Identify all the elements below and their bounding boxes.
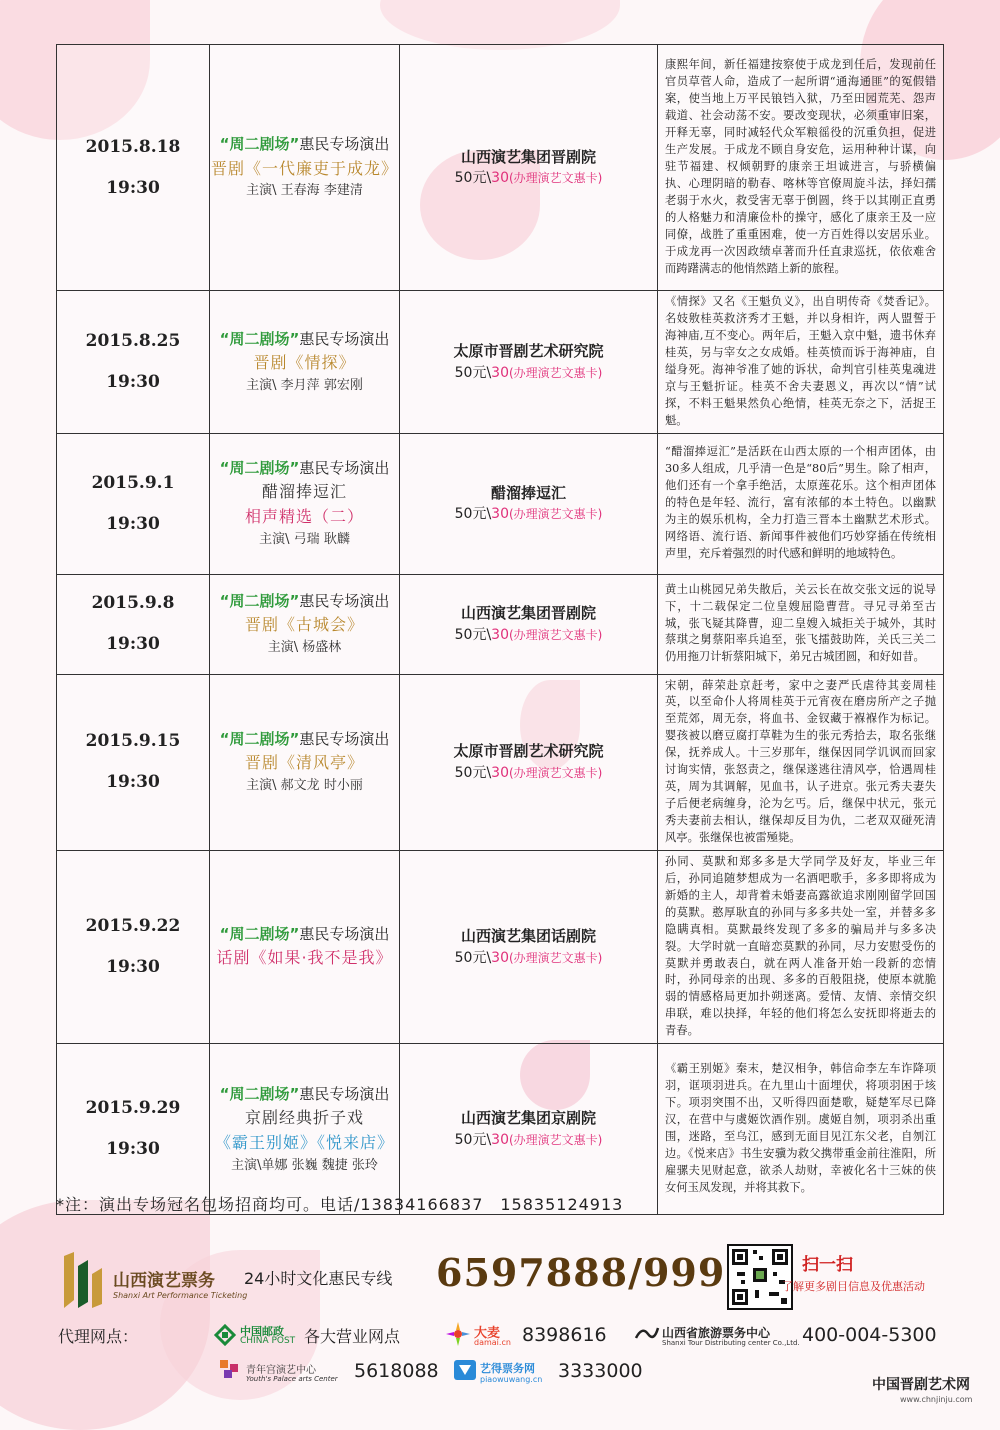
yide-url: piaowuwang.cn bbox=[480, 1375, 543, 1384]
venue-cell bbox=[400, 850, 658, 1043]
hotline-label: 24小时文化惠民专线 bbox=[244, 1269, 393, 1288]
brand-label: “周二剧场” bbox=[219, 925, 300, 943]
price-full: 50元\ bbox=[454, 626, 492, 643]
date-cell bbox=[57, 850, 210, 1043]
price-info bbox=[401, 948, 656, 969]
date-cell bbox=[57, 291, 210, 434]
brand-label: “周二剧场” bbox=[219, 591, 300, 610]
table-row bbox=[57, 674, 944, 850]
venue-name: 醋溜捧逗汇 bbox=[490, 483, 566, 502]
brand-label: “周二剧场” bbox=[219, 329, 300, 348]
damai-number: 8398616 bbox=[522, 1324, 607, 1346]
price-info bbox=[401, 363, 656, 384]
show-date: 2015.9.22 bbox=[85, 916, 181, 937]
scan-subtitle: 了解更多剧目信息及优惠活动 bbox=[782, 1280, 925, 1293]
footer bbox=[0, 1230, 1000, 1409]
show-time: 19:30 bbox=[106, 177, 160, 198]
cast-list: 主演\ 弓瑞 耿麟 bbox=[259, 531, 350, 547]
price-discount: 30 bbox=[491, 764, 509, 781]
price-full: 50元\ bbox=[454, 506, 492, 523]
price-full: 50元\ bbox=[454, 949, 492, 966]
table-row bbox=[57, 1044, 944, 1215]
show-title: 话剧《如果·我不是我》 bbox=[216, 948, 393, 968]
price-note: (办理演艺文惠卡) bbox=[508, 765, 603, 780]
show-date: 2015.9.29 bbox=[85, 1098, 181, 1119]
show-tag: 惠民专场演出 bbox=[299, 591, 390, 610]
date-cell bbox=[57, 45, 210, 291]
price-info bbox=[401, 1130, 656, 1151]
youth-center-name: 青年宫演艺中心 bbox=[246, 1365, 316, 1376]
venue-name: 太原市晋剧艺术研究院 bbox=[453, 742, 604, 761]
show-subtitle: 相声精选（二） bbox=[244, 507, 364, 527]
scan-label: 扫一扫 bbox=[802, 1255, 853, 1275]
price-discount: 30 bbox=[491, 626, 509, 643]
date-cell bbox=[57, 574, 210, 674]
china-post-en: CHINA POST bbox=[240, 1336, 296, 1346]
venue-name: 太原市晋剧艺术研究院 bbox=[453, 342, 604, 360]
show-title: 京剧经典折子戏 bbox=[244, 1107, 364, 1127]
watermark: 中国晋剧艺术网 bbox=[872, 1377, 970, 1393]
show-date: 2015.8.25 bbox=[85, 330, 181, 351]
synopsis-cell: “醋溜捧逗汇”是活跃在山西太原的一个相声团体，由30多人组成，几乎清一色是“80后”男生。除了相声，他们还有一个拿手绝活，太原莲花乐。这个相声团体的特色是年轻、流行，富有浓郁的本土特色。以幽默为主的娱乐机构，全力打造三晋本土幽默艺术形式。网络语、流行语、新闻事件被他们巧妙穿插在传统相声里，充斥着强烈的时代感和鲜明的地域特色。 bbox=[658, 433, 944, 574]
price-note: (办理演艺文惠卡) bbox=[508, 171, 603, 186]
venue-name: 山西演艺集团晋剧院 bbox=[460, 604, 596, 623]
show-tag: 惠民专场演出 bbox=[299, 730, 390, 749]
venue-cell bbox=[400, 45, 658, 291]
show-tag: 惠民专场演出 bbox=[299, 1084, 390, 1103]
show-tag: 惠民专场演出 bbox=[299, 925, 390, 943]
program-cell bbox=[210, 674, 400, 850]
venue-cell bbox=[400, 291, 658, 434]
price-full: 50元\ bbox=[454, 764, 492, 781]
tour-center-icon bbox=[634, 1324, 660, 1342]
tour-center-name: 山西省旅游票务中心 bbox=[662, 1326, 771, 1340]
program-cell bbox=[210, 433, 400, 574]
synopsis-cell: 宋朝，薛荣赴京赶考，家中之妻严氏虐待其妾周桂英，以至命仆人将周桂英于元宵夜在磨房所产之子抛至荒郊，周无奈，将血书、金钗藏于褓褓作为标记。婴孩被以磨豆腐打草鞋为生的张元秀拾去，取名张继保，抚养成人。十三岁那年，继保因同学讥讽而回家讨询实情，张怒责之，继保遂逃往清风亭，恰遇周桂英，周为其调解，见血书，认子进京。张元秀夫妻失子后便老病缠身，沦为乞丐。后，继保中状元，张元秀夫妻前去相认，继保却反目为仇，二老双双碰死清风亭。张继保也被雷殛毙。 bbox=[658, 674, 944, 850]
yide-name: 艺得票务网 bbox=[480, 1362, 535, 1375]
show-title: 晋剧《情探》 bbox=[253, 352, 356, 372]
date-cell bbox=[57, 674, 210, 850]
price-discount: 30 bbox=[491, 949, 509, 966]
brand-label: “周二剧场” bbox=[219, 1084, 300, 1103]
venue-name: 山西演艺集团晋剧院 bbox=[460, 147, 596, 166]
table-row bbox=[57, 574, 944, 674]
price-info bbox=[401, 625, 656, 646]
agent-label: 代理网点： bbox=[58, 1327, 139, 1346]
price-note: (办理演艺文惠卡) bbox=[508, 365, 603, 380]
venue-cell bbox=[400, 433, 658, 574]
damai-icon bbox=[446, 1322, 470, 1346]
price-info bbox=[401, 504, 656, 525]
price-discount: 30 bbox=[491, 506, 509, 523]
logo-icon bbox=[62, 1252, 102, 1308]
show-time: 19:30 bbox=[106, 772, 160, 793]
price-note: (办理演艺文惠卡) bbox=[508, 1132, 603, 1147]
synopsis-cell: 康熙年间，新任福建按察使于成龙到任后，发现前任官员草菅人命，造成了一起所谓“通海通匪”的冤假错案，使当地上万平民锒铛入狱，乃至田园荒芜、怨声载道、社会动荡不安。要改变现状，必须重审旧案，开释无辜，同时减轻代众军粮徭役的沉重负担，促进生产发展。于成龙不顾自身安危，运用种种计谋，向驻节福建、权倾朝野的康亲王坦诚进言，与骄横偏执、心理阴暗的勒春、喀林等官僚周旋斗法，择妇孺老弱于水火，救受害无辜于倒圆，终于以其刚正直勇的人格魅力和清廉俭朴的操守，感化了康亲王及一应同僚，战胜了重重困难，使一方百姓得以安居乐业。于成龙再一次因政绩卓著而升任直隶巡抚，依依难舍而踌躇满志的他悄然踏上新的旅程。 bbox=[658, 45, 944, 291]
price-info bbox=[401, 763, 656, 784]
price-note: (办理演艺文惠卡) bbox=[508, 950, 603, 965]
price-note: (办理演艺文惠卡) bbox=[508, 507, 603, 522]
show-date: 2015.8.18 bbox=[85, 136, 181, 157]
show-time: 19:30 bbox=[106, 371, 160, 392]
program-cell bbox=[210, 574, 400, 674]
date-cell bbox=[57, 433, 210, 574]
cast-list: 主演\ 郝文龙 时小丽 bbox=[246, 778, 363, 794]
table-row bbox=[57, 291, 944, 434]
tour-center-number: 400-004-5300 bbox=[802, 1324, 937, 1346]
show-date: 2015.9.15 bbox=[85, 731, 181, 752]
show-title: 晋剧《清风亭》 bbox=[244, 753, 364, 773]
synopsis-cell: 黄土山桃园兄弟失散后，关云长在故交张文远的说导下，十二载保定二位皇嫂屈隐曹营。寻兄寻弟至古城，张飞疑其降曹，迎二皇嫂入城拒关于城外，其时蔡琪之舅蔡阳率兵追至，张飞擂鼓助阵，关氏三关二仍用拖刀计斩蔡阳城下，弟兄古城团圆，和好如昔。 bbox=[658, 574, 944, 674]
show-date: 2015.9.8 bbox=[91, 593, 175, 614]
show-time: 19:30 bbox=[106, 1139, 160, 1160]
brand-label: “周二剧场” bbox=[219, 135, 300, 154]
price-full: 50元\ bbox=[454, 364, 492, 381]
table-row bbox=[57, 850, 944, 1043]
youth-center-icon bbox=[218, 1358, 244, 1380]
damai-name: 大麦 bbox=[474, 1326, 501, 1341]
brand-label: “周二剧场” bbox=[219, 730, 300, 749]
show-time: 19:30 bbox=[106, 513, 160, 534]
logo-subtitle: Shanxi Art Performance Ticketing bbox=[113, 1291, 248, 1300]
youth-center-number: 5618088 bbox=[354, 1360, 439, 1382]
petal-decoration bbox=[380, 0, 620, 50]
venue-name: 山西演艺集团京剧院 bbox=[460, 1109, 596, 1128]
show-title: 晋剧《古城会》 bbox=[244, 615, 364, 635]
venue-name: 山西演艺集团话剧院 bbox=[460, 927, 596, 946]
synopsis-cell: 《霸王别姬》秦末，楚汉相争，韩信命李左车诈降项羽，诓项羽进兵。在九里山十面埋伏，将项羽困于垓下。项羽突围不出，又听得四面楚歌，疑楚军尽已降汉，在营中与虞姬饮酒作别。虞姬自刎，项羽杀出重围，迷路，至乌江，感到无面目见江东父老，自刎江边。《悦来店》书生安骥为救父携带重金前往淮阳，所雇骡夫见财起意，欲杀人劫财，幸被化名十三妹的侠女何玉凤发现，并将其救下。 bbox=[658, 1044, 944, 1215]
synopsis-cell: 孙同、莫默和郑多多是大学同学及好友，毕业三年后，孙同追随梦想成为一名酒吧歌手，多多即将成为新婚的主人，却背着未婚妻高露欲追求刚刚留学回国的莫默。憨厚耿直的孙同与多多共处一室，并替多多隐瞒真相。莫默最终发现了多多的骗局并与多多决裂。大学时就一直暗恋莫默的孙同，尽力安慰受伤的莫默并勇敢表白，就在两人准备开始一段新的恋情时，孙同母亲的出现、多多的百般阻挠，使原本就脆弱的情感格局更加扑朔迷离。爱情、友情、亲情交织串联，难以抉择，年轻的他们将怎么安抚即将逝去的青春。 bbox=[658, 850, 944, 1043]
venue-cell bbox=[400, 674, 658, 850]
post-outlets: 各大营业网点 bbox=[304, 1327, 401, 1346]
tour-center-en: Shanxi Tour Distributing center Co.,Ltd. bbox=[662, 1339, 800, 1347]
price-full: 50元\ bbox=[454, 1131, 492, 1148]
date-cell bbox=[57, 1044, 210, 1215]
show-title: 晋剧《一代廉吏于成龙》 bbox=[211, 158, 399, 178]
show-date: 2015.9.1 bbox=[91, 472, 175, 493]
price-discount: 30 bbox=[491, 1131, 509, 1148]
logo-name: 山西演艺票务 bbox=[113, 1271, 215, 1291]
damai-url: damai.cn bbox=[474, 1338, 511, 1347]
program-cell bbox=[210, 1044, 400, 1215]
brand-label: “周二剧场” bbox=[219, 459, 300, 477]
schedule-table bbox=[56, 44, 944, 1215]
show-tag: 惠民专场演出 bbox=[299, 329, 390, 348]
synopsis-cell: 《情探》又名《王魁负义》，出自明传奇《焚香记》。名妓敫桂英救济秀才王魁，并以身相许，两人盟誓于海神庙,互不变心。两年后，王魁入京中魁，遗书休弃桂英，另与宰女之女成婚。桂英愤而诉于海神庙，自缢身死。海神爷准了她的诉状，命判官引桂英鬼魂进京与王魁折证。桂英不舍夫妻恩义，再次以“情”试探，不料王魁果然负心绝情，桂英无奈之下，活捉王魁。 bbox=[658, 291, 944, 434]
show-tag: 惠民专场演出 bbox=[299, 459, 390, 477]
price-discount: 30 bbox=[491, 170, 509, 187]
watermark-url: www.chnjinju.com bbox=[900, 1395, 973, 1404]
show-time: 19:30 bbox=[106, 957, 160, 978]
cast-list: 主演\单娜 张巍 魏捷 张玲 bbox=[231, 1157, 378, 1173]
sponsorship-note: *注：演出专场冠名包场招商均可。电话/13834166837 15835124913 bbox=[56, 1195, 624, 1214]
table-row bbox=[57, 433, 944, 574]
program-cell bbox=[210, 291, 400, 434]
qr-code-icon bbox=[727, 1244, 793, 1310]
price-full: 50元\ bbox=[454, 170, 492, 187]
price-info bbox=[401, 168, 656, 189]
hotline-number: 6597888/999 bbox=[436, 1250, 726, 1295]
china-post-icon bbox=[214, 1324, 236, 1346]
table-row bbox=[57, 45, 944, 291]
price-note: (办理演艺文惠卡) bbox=[508, 627, 603, 642]
cast-list: 主演\ 李月萍 郭宏刚 bbox=[246, 377, 363, 393]
yide-icon bbox=[454, 1360, 476, 1380]
cast-list: 主演\ 王春海 李建清 bbox=[246, 183, 363, 199]
show-time: 19:30 bbox=[106, 634, 160, 654]
cast-list: 主演\ 杨盛林 bbox=[267, 639, 342, 655]
youth-center-en: Youth's Palace arts Center bbox=[246, 1375, 338, 1383]
show-subtitle: 《霸王别姬》《悦来店》 bbox=[214, 1132, 394, 1152]
yide-number: 3333000 bbox=[558, 1360, 643, 1382]
venue-cell bbox=[400, 1044, 658, 1215]
venue-cell bbox=[400, 574, 658, 674]
china-post-name: 中国邮政 bbox=[240, 1325, 284, 1338]
show-title: 醋溜捧逗汇 bbox=[261, 482, 347, 502]
program-cell bbox=[210, 45, 400, 291]
show-tag: 惠民专场演出 bbox=[299, 135, 390, 154]
price-discount: 30 bbox=[491, 364, 509, 381]
program-cell bbox=[210, 850, 400, 1043]
